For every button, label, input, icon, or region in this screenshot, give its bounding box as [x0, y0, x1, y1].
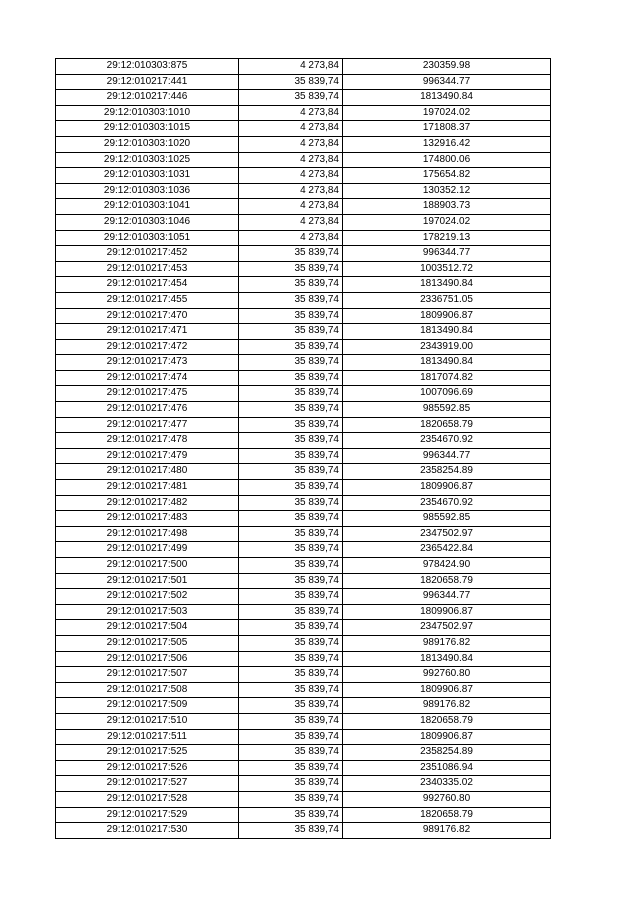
table-row — [56, 526, 551, 542]
cadastral-value-cell: 1007096.69 — [343, 386, 551, 402]
cadastral-value-cell: 171808.37 — [343, 121, 551, 137]
cadastral-number-cell: 29:12:010303:1036 — [56, 183, 239, 199]
cadastral-value-cell: 996344.77 — [343, 74, 551, 90]
area-cell: 4 273,84 — [239, 183, 343, 199]
cadastral-value-cell: 188903.73 — [343, 199, 551, 215]
area-cell: 35 839,74 — [239, 713, 343, 729]
area-cell: 35 839,74 — [239, 324, 343, 340]
table-row — [56, 635, 551, 651]
area-cell: 35 839,74 — [239, 292, 343, 308]
cadastral-value-cell: 1813490.84 — [343, 651, 551, 667]
area-cell: 35 839,74 — [239, 682, 343, 698]
cadastral-number-cell: 29:12:010217:480 — [56, 464, 239, 480]
table-row — [56, 542, 551, 558]
table-row — [56, 589, 551, 605]
cadastral-number-cell: 29:12:010217:473 — [56, 355, 239, 371]
cadastral-value-cell: 1813490.84 — [343, 324, 551, 340]
area-cell: 35 839,74 — [239, 277, 343, 293]
cadastral-value-cell: 1809906.87 — [343, 729, 551, 745]
area-cell: 35 839,74 — [239, 823, 343, 839]
cadastral-number-cell: 29:12:010217:526 — [56, 760, 239, 776]
table-row — [56, 183, 551, 199]
cadastral-value-cell: 2354670.92 — [343, 495, 551, 511]
area-cell: 35 839,74 — [239, 589, 343, 605]
area-cell: 4 273,84 — [239, 136, 343, 152]
table-row — [56, 480, 551, 496]
table-row — [56, 355, 551, 371]
cadastral-value-cell: 996344.77 — [343, 589, 551, 605]
area-cell: 35 839,74 — [239, 495, 343, 511]
area-cell: 35 839,74 — [239, 558, 343, 574]
cadastral-number-cell: 29:12:010217:482 — [56, 495, 239, 511]
cadastral-value-cell: 1813490.84 — [343, 90, 551, 106]
cadastral-value-cell: 989176.82 — [343, 635, 551, 651]
table-row — [56, 511, 551, 527]
cadastral-number-cell: 29:12:010303:1020 — [56, 136, 239, 152]
area-cell: 35 839,74 — [239, 433, 343, 449]
table-row — [56, 105, 551, 121]
area-cell: 35 839,74 — [239, 807, 343, 823]
table-row — [56, 667, 551, 683]
area-cell: 35 839,74 — [239, 448, 343, 464]
cadastral-number-cell: 29:12:010217:501 — [56, 573, 239, 589]
cadastral-number-cell: 29:12:010303:875 — [56, 59, 239, 75]
area-cell: 35 839,74 — [239, 604, 343, 620]
area-cell: 35 839,74 — [239, 760, 343, 776]
table-row — [56, 292, 551, 308]
cadastral-number-cell: 29:12:010217:475 — [56, 386, 239, 402]
cadastral-value-cell: 2340335.02 — [343, 776, 551, 792]
cadastral-value-cell: 2358254.89 — [343, 464, 551, 480]
area-cell: 35 839,74 — [239, 667, 343, 683]
area-cell: 35 839,74 — [239, 417, 343, 433]
area-cell: 35 839,74 — [239, 386, 343, 402]
cadastral-number-cell: 29:12:010217:452 — [56, 246, 239, 262]
area-cell: 35 839,74 — [239, 308, 343, 324]
cadastral-value-cell: 1813490.84 — [343, 355, 551, 371]
area-cell: 35 839,74 — [239, 635, 343, 651]
table-row — [56, 121, 551, 137]
cadastral-value-cell: 996344.77 — [343, 448, 551, 464]
cadastral-number-cell: 29:12:010217:500 — [56, 558, 239, 574]
cadastral-value-cell: 1817074.82 — [343, 370, 551, 386]
cadastral-number-cell: 29:12:010217:471 — [56, 324, 239, 340]
area-cell: 35 839,74 — [239, 698, 343, 714]
cadastral-value-cell: 978424.90 — [343, 558, 551, 574]
cadastral-number-cell: 29:12:010303:1046 — [56, 214, 239, 230]
table-row — [56, 370, 551, 386]
cadastral-number-cell: 29:12:010217:505 — [56, 635, 239, 651]
cadastral-value-cell: 989176.82 — [343, 823, 551, 839]
cadastral-number-cell: 29:12:010217:474 — [56, 370, 239, 386]
area-cell: 35 839,74 — [239, 573, 343, 589]
cadastral-number-cell: 29:12:010217:508 — [56, 682, 239, 698]
area-cell: 4 273,84 — [239, 214, 343, 230]
cadastral-value-cell: 1813490.84 — [343, 277, 551, 293]
area-cell: 35 839,74 — [239, 261, 343, 277]
area-cell: 35 839,74 — [239, 464, 343, 480]
area-cell: 35 839,74 — [239, 339, 343, 355]
cadastral-number-cell: 29:12:010217:478 — [56, 433, 239, 449]
area-cell: 4 273,84 — [239, 105, 343, 121]
cadastral-value-cell: 2358254.89 — [343, 745, 551, 761]
table-row — [56, 791, 551, 807]
cadastral-value-cell: 197024.02 — [343, 105, 551, 121]
cadastral-value-cell: 2351086.94 — [343, 760, 551, 776]
table-row — [56, 682, 551, 698]
area-cell: 35 839,74 — [239, 480, 343, 496]
table-row — [56, 261, 551, 277]
table-row — [56, 776, 551, 792]
area-cell: 4 273,84 — [239, 168, 343, 184]
cadastral-number-cell: 29:12:010217:506 — [56, 651, 239, 667]
table-row — [56, 448, 551, 464]
table-row — [56, 214, 551, 230]
cadastral-number-cell: 29:12:010217:503 — [56, 604, 239, 620]
cadastral-value-cell: 985592.85 — [343, 511, 551, 527]
cadastral-value-cell: 1003512.72 — [343, 261, 551, 277]
table-row — [56, 698, 551, 714]
cadastral-value-cell: 132916.42 — [343, 136, 551, 152]
cadastral-number-cell: 29:12:010217:530 — [56, 823, 239, 839]
table-row — [56, 90, 551, 106]
area-cell: 4 273,84 — [239, 59, 343, 75]
cadastral-number-cell: 29:12:010217:476 — [56, 402, 239, 418]
table-row — [56, 651, 551, 667]
cadastral-value-cell: 985592.85 — [343, 402, 551, 418]
cadastral-value-cell: 1820658.79 — [343, 417, 551, 433]
cadastral-number-cell: 29:12:010217:481 — [56, 480, 239, 496]
cadastral-number-cell: 29:12:010217:504 — [56, 620, 239, 636]
area-cell: 35 839,74 — [239, 90, 343, 106]
cadastral-number-cell: 29:12:010217:509 — [56, 698, 239, 714]
cadastral-number-cell: 29:12:010303:1010 — [56, 105, 239, 121]
table-row — [56, 308, 551, 324]
area-cell: 4 273,84 — [239, 199, 343, 215]
table-row — [56, 760, 551, 776]
area-cell: 4 273,84 — [239, 230, 343, 246]
table-row — [56, 386, 551, 402]
cadastral-value-cell: 2347502.97 — [343, 620, 551, 636]
cadastral-number-cell: 29:12:010217:472 — [56, 339, 239, 355]
cadastral-value-cell: 992760.80 — [343, 791, 551, 807]
table-row — [56, 136, 551, 152]
table-row — [56, 339, 551, 355]
cadastral-number-cell: 29:12:010303:1051 — [56, 230, 239, 246]
table-row — [56, 59, 551, 75]
cadastral-value-cell: 2343919.00 — [343, 339, 551, 355]
cadastral-number-cell: 29:12:010217:528 — [56, 791, 239, 807]
table-row — [56, 277, 551, 293]
cadastral-number-cell: 29:12:010217:483 — [56, 511, 239, 527]
table-row — [56, 246, 551, 262]
area-cell: 35 839,74 — [239, 620, 343, 636]
area-cell: 35 839,74 — [239, 791, 343, 807]
table-row — [56, 573, 551, 589]
table-row — [56, 604, 551, 620]
area-cell: 35 839,74 — [239, 74, 343, 90]
cadastral-number-cell: 29:12:010303:1015 — [56, 121, 239, 137]
cadastral-value-cell: 1820658.79 — [343, 713, 551, 729]
cadastral-value-cell: 1809906.87 — [343, 480, 551, 496]
cadastral-value-cell: 1820658.79 — [343, 573, 551, 589]
table-row — [56, 713, 551, 729]
table-row — [56, 807, 551, 823]
cadastral-number-cell: 29:12:010217:502 — [56, 589, 239, 605]
cadastral-value-cell: 2365422.84 — [343, 542, 551, 558]
cadastral-number-cell: 29:12:010303:1031 — [56, 168, 239, 184]
cadastral-number-cell: 29:12:010217:446 — [56, 90, 239, 106]
cadastral-number-cell: 29:12:010217:479 — [56, 448, 239, 464]
cadastral-value-cell: 230359.98 — [343, 59, 551, 75]
area-cell: 35 839,74 — [239, 370, 343, 386]
area-cell: 35 839,74 — [239, 246, 343, 262]
table-row — [56, 74, 551, 90]
area-cell: 4 273,84 — [239, 152, 343, 168]
table-row — [56, 199, 551, 215]
table-row — [56, 324, 551, 340]
cadastral-value-table — [55, 58, 551, 839]
cadastral-value-cell: 197024.02 — [343, 214, 551, 230]
area-cell: 35 839,74 — [239, 526, 343, 542]
table-row — [56, 558, 551, 574]
area-cell: 35 839,74 — [239, 542, 343, 558]
area-cell: 35 839,74 — [239, 355, 343, 371]
area-cell: 35 839,74 — [239, 511, 343, 527]
cadastral-number-cell: 29:12:010303:1041 — [56, 199, 239, 215]
table-body — [56, 59, 551, 839]
cadastral-number-cell: 29:12:010217:510 — [56, 713, 239, 729]
area-cell: 35 839,74 — [239, 402, 343, 418]
cadastral-number-cell: 29:12:010217:453 — [56, 261, 239, 277]
table-row — [56, 168, 551, 184]
table-row — [56, 495, 551, 511]
cadastral-value-cell: 996344.77 — [343, 246, 551, 262]
cadastral-value-cell: 175654.82 — [343, 168, 551, 184]
cadastral-number-cell: 29:12:010217:455 — [56, 292, 239, 308]
table-row — [56, 433, 551, 449]
cadastral-number-cell: 29:12:010217:527 — [56, 776, 239, 792]
cadastral-number-cell: 29:12:010217:470 — [56, 308, 239, 324]
cadastral-value-cell: 2347502.97 — [343, 526, 551, 542]
cadastral-value-cell: 130352.12 — [343, 183, 551, 199]
table-row — [56, 745, 551, 761]
area-cell: 35 839,74 — [239, 651, 343, 667]
table-row — [56, 729, 551, 745]
area-cell: 35 839,74 — [239, 776, 343, 792]
table-row — [56, 620, 551, 636]
cadastral-number-cell: 29:12:010217:454 — [56, 277, 239, 293]
cadastral-value-cell: 178219.13 — [343, 230, 551, 246]
table-row — [56, 230, 551, 246]
table-row — [56, 402, 551, 418]
cadastral-value-cell: 1809906.87 — [343, 682, 551, 698]
table-row — [56, 464, 551, 480]
table-row — [56, 823, 551, 839]
table-row — [56, 417, 551, 433]
cadastral-number-cell: 29:12:010217:507 — [56, 667, 239, 683]
cadastral-value-cell: 2336751.05 — [343, 292, 551, 308]
cadastral-value-cell: 2354670.92 — [343, 433, 551, 449]
area-cell: 35 839,74 — [239, 745, 343, 761]
cadastral-number-cell: 29:12:010217:525 — [56, 745, 239, 761]
cadastral-value-cell: 989176.82 — [343, 698, 551, 714]
cadastral-number-cell: 29:12:010303:1025 — [56, 152, 239, 168]
cadastral-value-cell: 174800.06 — [343, 152, 551, 168]
area-cell: 4 273,84 — [239, 121, 343, 137]
table-row — [56, 152, 551, 168]
cadastral-value-cell: 992760.80 — [343, 667, 551, 683]
cadastral-number-cell: 29:12:010217:441 — [56, 74, 239, 90]
cadastral-value-cell: 1809906.87 — [343, 308, 551, 324]
cadastral-number-cell: 29:12:010217:529 — [56, 807, 239, 823]
cadastral-value-cell: 1820658.79 — [343, 807, 551, 823]
cadastral-number-cell: 29:12:010217:498 — [56, 526, 239, 542]
area-cell: 35 839,74 — [239, 729, 343, 745]
cadastral-number-cell: 29:12:010217:511 — [56, 729, 239, 745]
cadastral-value-cell: 1809906.87 — [343, 604, 551, 620]
cadastral-number-cell: 29:12:010217:477 — [56, 417, 239, 433]
cadastral-number-cell: 29:12:010217:499 — [56, 542, 239, 558]
